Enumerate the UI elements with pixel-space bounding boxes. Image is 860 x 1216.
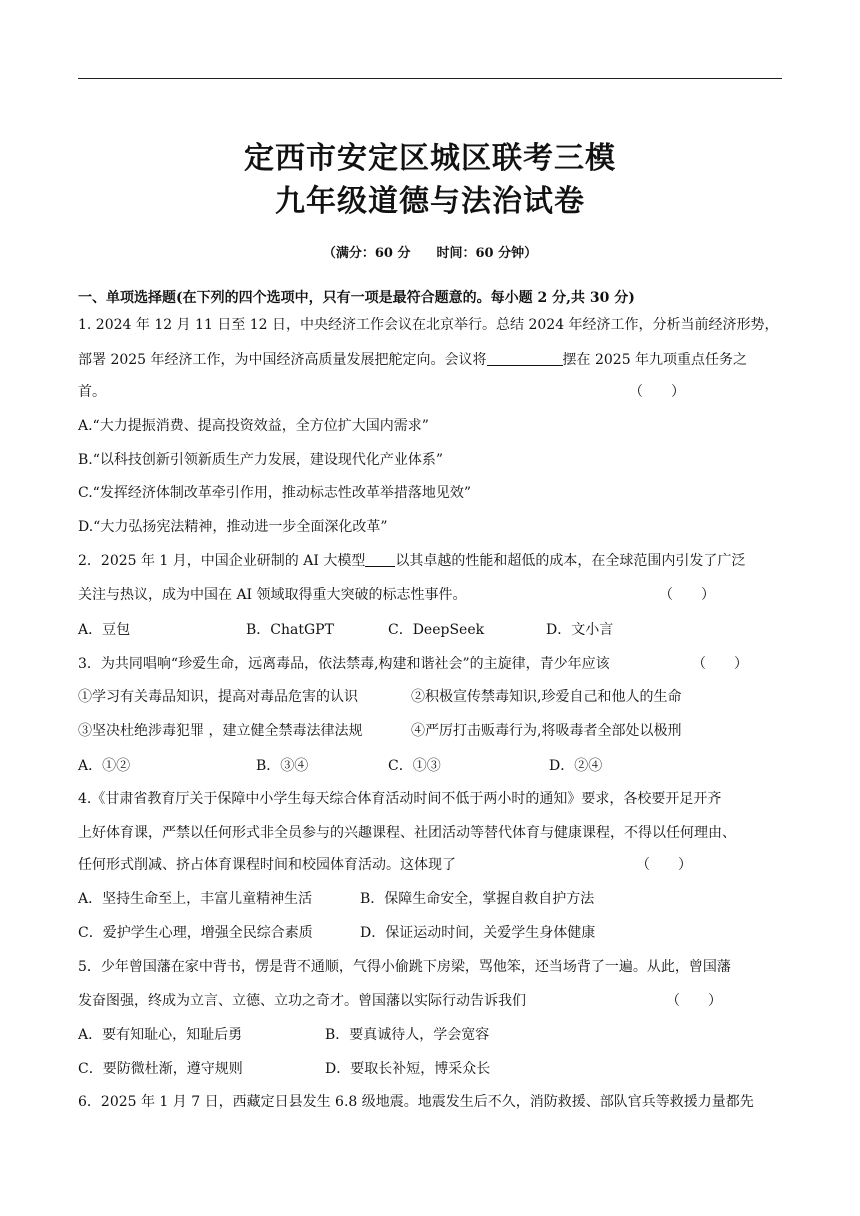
q2-stem-line2 xyxy=(78,585,782,605)
q2-stem-text-a: 2．2025 年 1 月，中国企业研制的 AI 大模型 xyxy=(78,553,366,569)
q5-stem-line2 xyxy=(78,991,782,1011)
q1-stem-text-c: 首。 xyxy=(78,384,106,400)
q1-option-d: D.“大力弘扬宪法精神，推动进一步全面深化改革” xyxy=(78,519,388,535)
q1-answer-blank xyxy=(487,351,563,366)
q1-option-a: A.“大力提振消费、提高投资效益，全方位扩大国内需求” xyxy=(78,418,429,434)
q1-stem-text-b: 摆在 2025 年九项重点任务之 xyxy=(562,352,748,368)
q3-option-b: B．③④ xyxy=(256,758,309,774)
q5-option-c: C．要防微杜渐，遵守规则 xyxy=(78,1061,243,1077)
q3-item-2: ②积极宣传禁毒知识,珍爱自己和他人的生命 xyxy=(411,689,682,705)
q5-option-d: D．要取长补短，博采众长 xyxy=(325,1061,491,1077)
q2-answer-paren: （ ） xyxy=(659,587,715,603)
q3-option-a: A．①② xyxy=(78,758,131,774)
q4-option-b: B．保障生命安全，掌握自救自护方法 xyxy=(360,891,595,907)
q4-stem-text: 任何形式削减、挤占体育课程时间和校园体育活动。这体现了 xyxy=(78,857,456,873)
q1-option-c: C.“发挥经济体制改革牵引作用，推动标志性改革举措落地见效” xyxy=(78,485,471,501)
q2-answer-blank xyxy=(365,552,395,567)
q4-option-d: D．保证运动时间，关爱学生身体健康 xyxy=(360,925,596,941)
q1-answer-paren: （ ） xyxy=(629,384,685,400)
header-rule xyxy=(78,78,782,79)
q5-option-b: B．要真诚待人，学会宽容 xyxy=(325,1027,490,1043)
q1-stem-line2 xyxy=(78,350,782,370)
q3-stem xyxy=(78,654,782,674)
q1-stem-line1: 1. 2024 年 12 月 11 日至 12 日，中央经济工作会议在北京举行。总结 2024 年经济工作，分析当前经济形势， xyxy=(78,317,779,333)
q5-stem-line1: 5．少年曾国藩在家中背书，愣是背不通顺，气得小偷跳下房梁，骂他笨，还当场背了一遍。从此，曾国藩 xyxy=(78,959,731,975)
q3-stem-text: 3．为共同唱响“珍爱生命，远离毒品，依法禁毒,构建和谐社会”的主旋律，青少年应该 xyxy=(78,656,610,672)
q3-item-3: ③坚决杜绝涉毒犯罪 ，建立健全禁毒法律法规 xyxy=(78,723,363,739)
exam-title-line2: 九年级道德与法治试卷 xyxy=(275,184,585,219)
q2-option-c: C．DeepSeek xyxy=(388,622,485,638)
q4-stem-line3 xyxy=(78,855,782,875)
q3-option-d: D．②④ xyxy=(549,758,603,774)
exam-title-line1: 定西市安定区城区联考三模 xyxy=(244,141,616,176)
q5-answer-paren: （ ） xyxy=(666,993,722,1009)
exam-info xyxy=(0,242,860,261)
q3-item-4: ④严厉打击贩毒行为,将吸毒者全部处以极刑 xyxy=(411,723,682,739)
q5-stem-text: 发奋图强，终成为立言、立德、立功之奇才。曾国藩以实际行动告诉我们 xyxy=(78,993,526,1009)
q4-answer-paren: （ ） xyxy=(636,857,692,873)
q2-option-b: B．ChatGPT xyxy=(246,622,334,638)
q5-option-a: A．要有知耻心，知耻后勇 xyxy=(78,1027,243,1043)
q2-stem-text-b: 以其卓越的性能和超低的成本，在全球范围内引发了广泛 xyxy=(395,553,746,569)
q2-stem-text: 关注与热议，成为中国在 AI 领域取得重大突破的标志性事件。 xyxy=(78,587,467,603)
q4-option-c: C．爱护学生心理，增强全民综合素质 xyxy=(78,925,313,941)
q2-option-a: A．豆包 xyxy=(78,622,131,638)
q3-item-1: ①学习有关毒品知识，提高对毒品危害的认识 xyxy=(78,689,358,705)
q1-stem-text-a: 部署 2025 年经济工作，为中国经济高质量发展把舵定向。会议将 xyxy=(78,352,487,368)
q1-option-b: B.“以科技创新引领新质生产力发展，建设现代化产业体系” xyxy=(78,452,444,468)
q6-stem-line1: 6．2025 年 1 月 7 日，西藏定日县发生 6.8 级地震。地震发生后不久，消防救援、部队官兵等救援力量都先 xyxy=(78,1094,754,1110)
q1-stem-line3 xyxy=(78,382,782,402)
q2-stem-line1 xyxy=(78,551,782,571)
q4-stem-line1: 4.《甘肃省教育厅关于保障中小学生每天综合体育活动时间不低于两小时的通知》要求，各校要开足开齐 xyxy=(78,791,722,807)
score-info: （满分：60 分 xyxy=(322,246,411,261)
q4-option-a: A．坚持生命至上，丰富儿童精神生活 xyxy=(78,891,313,907)
q3-option-c: C．①③ xyxy=(388,758,441,774)
q4-stem-line2: 上好体育课，严禁以任何形式非全员参与的兴趣课程、社团活动等替代体育与健康课程，不得以任何理由、 xyxy=(78,825,736,841)
q2-option-d: D．文小言 xyxy=(546,622,614,638)
q3-answer-paren: （ ） xyxy=(692,656,748,672)
section-heading: 一、单项选择题(在下列的四个选项中，只有一项是最符合题意的。每小题 2 分,共 30 分) xyxy=(78,290,635,306)
time-info: 时间：60 分钟） xyxy=(436,246,538,261)
